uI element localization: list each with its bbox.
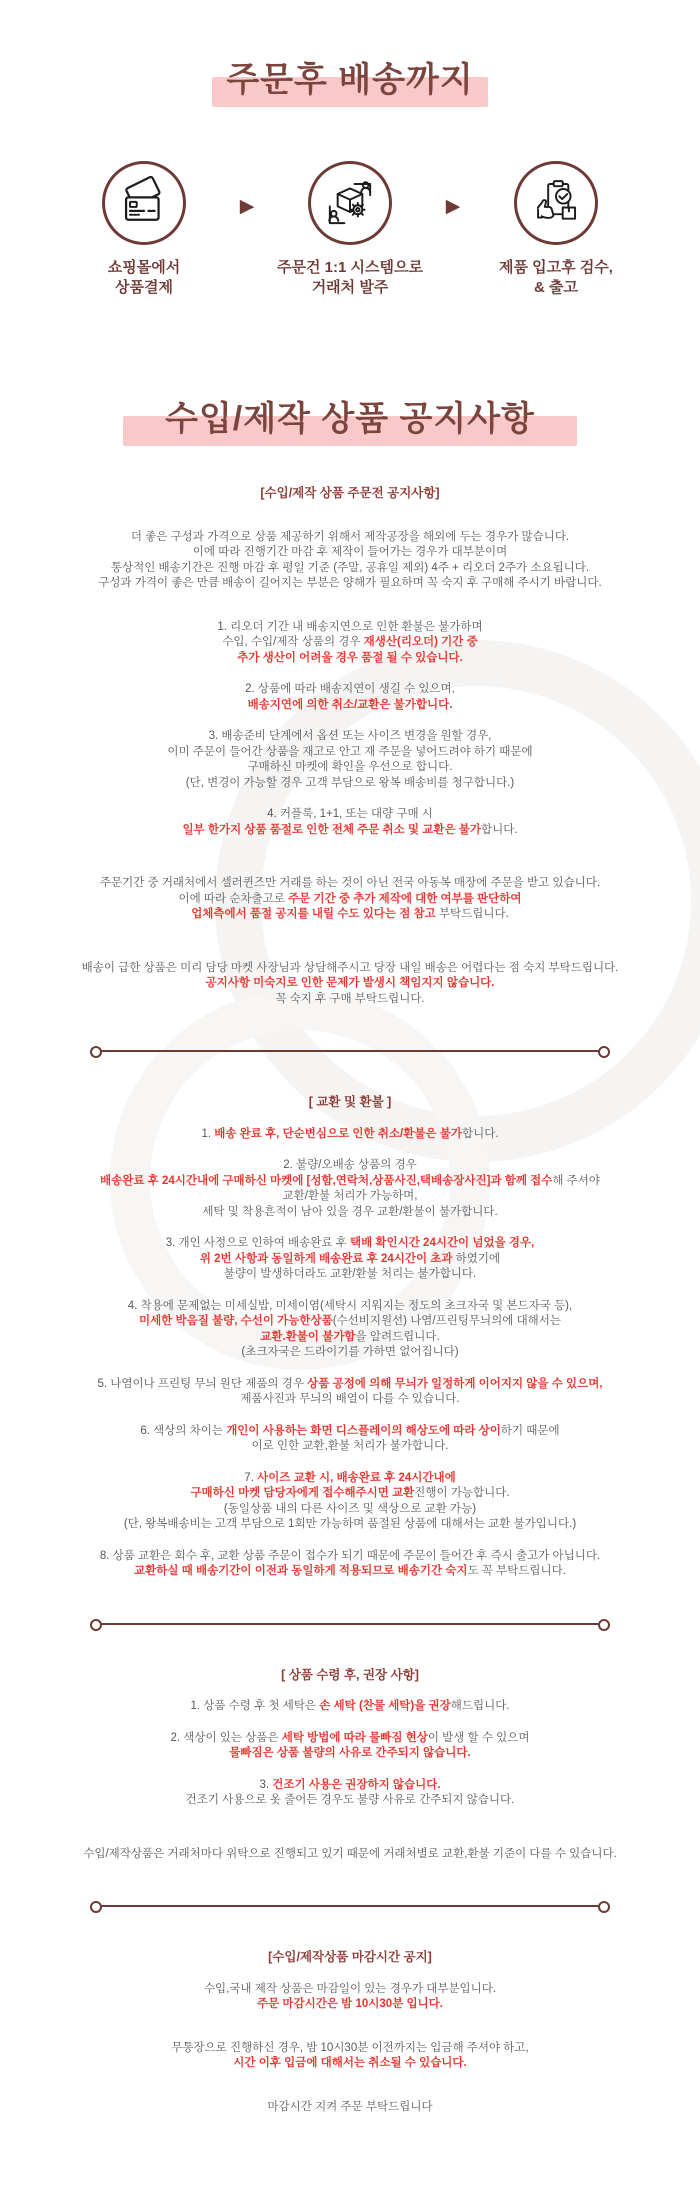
notice-paragraph: 마감시간 지켜 주문 부탁드립니다 bbox=[267, 2100, 433, 2113]
flow-title-text: 주문후 배송까지 bbox=[218, 52, 481, 101]
notice-paragraph: 8. 상품 교환은 회수 후, 교환 상품 주문이 접수가 되기 때문에 주문이 들어간 후 즉시 출고가 아닙니다. 교환하실 때 배송기간이 이전과 동일하게 적용되므로 배송기간 숙지도 꼭 부탁드립니다. bbox=[99, 1549, 601, 1577]
step-label bbox=[277, 258, 423, 297]
notice-paragraph: 수입,국내 제작 상품은 마감일이 있는 경우가 대부분입니다. 주문 마감시간은 밤 10시30분 입니다. bbox=[203, 1982, 497, 2010]
flow-title bbox=[0, 0, 700, 101]
step-label-line2: 거래처 발주 bbox=[311, 278, 389, 296]
notice-title bbox=[0, 297, 700, 440]
notice-paragraph: 6. 색상의 차이는 개인이 사용하는 화면 디스플레이의 해상도에 따라 상이하기 때문에 이로 인한 교환,환불 처리가 불가합니다. bbox=[140, 1424, 560, 1452]
section-divider bbox=[90, 1618, 610, 1630]
notice-paragraph: 무통장으로 진행하신 경우, 밤 10시30분 이전까지는 입금해 주셔야 하고, 시간 이후 입금에 대해서는 취소될 수 있습니다. bbox=[171, 2041, 529, 2069]
import-production-notice-section bbox=[0, 297, 700, 2191]
step-payment bbox=[50, 161, 238, 297]
order-to-delivery-section bbox=[0, 0, 700, 297]
step-label bbox=[499, 258, 613, 297]
step-label-line1: 쇼핑몰에서 bbox=[107, 259, 181, 276]
section-heading: [ 상품 수령 후, 권장 사항] bbox=[281, 1667, 419, 1682]
notice-paragraph: 주문기간 중 거래처에서 셀러퀸즈만 거래를 하는 것이 아닌 전국 아동복 매장에 주문을 받고 있습니다. 이에 따라 순차출고로 주문 기간 중 추가 제작에 대한 여부를 판단하여 업체측에서 품절 공지를 내릴 수도 있다는 점 참고 부탁드립니다. bbox=[99, 877, 601, 920]
notice-paragraph: 4. 착용에 문제없는 미세실밥, 미세이염(세탁시 지워지는 정도의 초크자국 및 본드자국 등), 미세한 박음질 불량, 수선이 가능한상품(수선비지원선) 나염/프린팅무늬의에 대해서는 교환.환불이 불가함을 알려드립니다. (초크자국은 드라이기를 가하면 없어집니다) bbox=[127, 1299, 573, 1358]
notice-title-text: 수입/제작 상품 공지사항 bbox=[157, 391, 543, 440]
step-circle bbox=[102, 161, 186, 245]
step-label bbox=[108, 258, 180, 297]
inspection-icon bbox=[528, 175, 584, 231]
section-heading: [수입/제작상품 마감시간 공지] bbox=[268, 1950, 432, 1964]
credit-card-icon bbox=[116, 175, 172, 231]
notice-paragraph: 4. 커플룩, 1+1, 또는 대량 구매 시 일부 한가지 상품 품절로 인한 전체 주문 취소 및 교환은 불가합니다. bbox=[182, 808, 518, 836]
notice-paragraph: 1. 리오더 기간 내 배송지연으로 인한 환불은 불가하며 수입, 수입/제작 상품의 경우 재생산(리오더) 기간 중 추가 생산이 어려울 경우 품절 될 수 있습니다. bbox=[217, 620, 483, 664]
arrow-right-icon: ▶ bbox=[239, 196, 255, 217]
step-inspection bbox=[462, 161, 650, 297]
step-label-line2: 상품결제 bbox=[115, 278, 173, 296]
notice-paragraph: 수입/제작상품은 거래처마다 위탁으로 진행되고 있기 때문에 거래처별로 교환,환불 기준이 다를 수 있습니다. bbox=[83, 1847, 617, 1860]
section-heading: [수입/제작 상품 주문전 공지사항] bbox=[260, 486, 440, 500]
section-divider bbox=[90, 1045, 610, 1057]
notice-blocks bbox=[30, 486, 670, 2191]
notice-paragraph: 3. 배송준비 단계에서 옵션 또는 사이즈 변경을 원할 경우, 이미 주문이 들어간 상품을 재고로 안고 재 주문을 넣어드려야 하기 때문에 구매하신 마켓에 확인을 우선으로 합니다. (단, 변경이 가능할 경우 고객 부담으로 왕복 배송비를 청구합니다.) bbox=[167, 730, 533, 789]
arrow-right-icon: ▶ bbox=[445, 196, 461, 217]
notice-paragraph: 배송이 급한 상품은 미리 담당 마켓 사장님과 상담해주시고 당장 내일 배송은 어렵다는 점 숙지 부탁드립니다. 공지사항 미숙지로 인한 문제가 발생시 책임지지 않습니다. 꼭 숙지 후 구매 부탁드립니다. bbox=[81, 961, 619, 1005]
notice-paragraph: 2. 상품에 따라 배송지연이 생길 수 있으며, 배송지연에 의한 취소/교환은 불가합니다. bbox=[245, 683, 455, 711]
notice-paragraph: 2. 색상이 있는 상품은 세탁 방법에 따라 물빠짐 현상이 발생 할 수 있으며 물빠짐은 상품 불량의 사유로 간주되지 않습니다. bbox=[170, 1731, 530, 1759]
notice-paragraph: 2. 불량/오배송 상품의 경우 배송완료 후 24시간내에 구매하신 마켓에 [성함,연락처,상품사진,택배송장사진]과 함께 접수해 주셔야 교환/환불 처리가 가능하며, 세탁 및 착용흔적이 남아 있을 경우 교환/환불이 불가합니다. bbox=[100, 1159, 600, 1218]
notice-paragraph: 1. 배송 완료 후, 단순변심으로 인한 취소/환불은 불가합니다. bbox=[201, 1127, 499, 1140]
notice-paragraph: 1. 상품 수령 후 첫 세탁은 손 세탁 (찬물 세탁)을 권장해드립니다. bbox=[190, 1700, 510, 1712]
step-circle bbox=[514, 161, 598, 245]
notice-paragraph: 5. 나염이나 프린팅 무늬 원단 제품의 경우 상품 공정에 의해 무늬가 일정하게 이어지지 않을 수 있으며, 제품사진과 무늬의 배열이 다를 수 있습니다. bbox=[97, 1377, 603, 1405]
section-divider bbox=[90, 1900, 610, 1912]
process-steps bbox=[0, 161, 700, 297]
order-system-icon bbox=[322, 175, 378, 231]
step-order-system bbox=[256, 161, 444, 297]
section-heading: [ 교환 및 환불 ] bbox=[308, 1095, 392, 1109]
step-label-line2: & 출고 bbox=[534, 278, 578, 296]
notice-paragraph: 3. 개인 사정으로 인하여 배송완료 후 택배 확인시간 24시간이 넘었을 경우, 위 2번 사항과 동일하게 배송완료 후 24시간이 초과 하였기에 불량이 발생하더라도 교환/환불 처리는 불가합니다. bbox=[165, 1237, 535, 1280]
step-circle bbox=[308, 161, 392, 245]
notice-paragraph: 7. 사이즈 교환 시, 배송완료 후 24시간내에 구매하신 마켓 담당자에게 접수해주시면 교환진행이 가능합니다. (동일상품 내의 다른 사이즈 및 색상으로 교환 가능) (단, 왕복배송비는 고객 부담으로 1회만 가능하며 품절된 상품에 대해서는 교환 불가입니다.) bbox=[123, 1471, 577, 1530]
notice-paragraph: 3. 건조기 사용은 권장하지 않습니다. 건조기 사용으로 옷 줄어든 경우도 불량 사유로 간주되지 않습니다. bbox=[185, 1778, 515, 1806]
notice-paragraph: 더 좋은 구성과 가격으로 상품 제공하기 위해서 제작공장을 해외에 두는 경우가 많습니다. 이에 따라 진행기간 마감 후 제작이 들어가는 경우가 대부분이며 통상적인 배송기간은 진행 마감 후 평일 기준 (주말, 공휴일 제외) 4주 + 리오더 2주가 소요됩니다. 구성과 가격이 좋은 만큼 배송이 길어지는 부분은 양해가 필요하며 꼭 숙지 후 구매해 주시기 바랍니다. bbox=[98, 530, 602, 589]
step-label-line1: 제품 입고후 검수, bbox=[499, 259, 613, 276]
step-label-line1: 주문건 1:1 시스템으로 bbox=[277, 259, 423, 276]
